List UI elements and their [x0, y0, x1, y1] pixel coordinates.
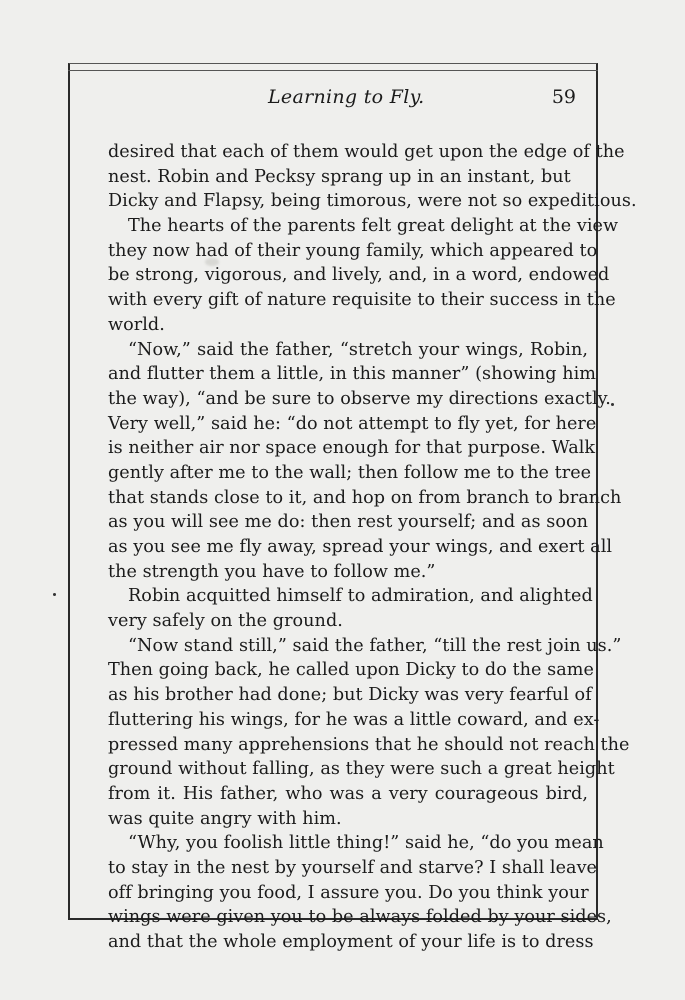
- text-line: desired that each of them would get upon the edge of the: [108, 142, 625, 162]
- text-line: and flutter them a little, in this manner” (showing him: [108, 364, 597, 385]
- text-line: The hearts of the parents felt great delight at the view: [128, 216, 619, 237]
- text-line: “Now stand still,” said the father, “till the rest join us.”: [128, 635, 622, 656]
- text-line: was quite angry with him.: [108, 808, 342, 829]
- text-line: from it. His father, who was a very courageous bird,: [108, 783, 588, 804]
- page-number: 59: [551, 86, 576, 108]
- running-title: Learning to Fly.: [268, 86, 425, 108]
- text-line: the strength you have to follow me.”: [108, 561, 436, 582]
- text-line: fluttering his wings, for he was a little coward, and ex-: [108, 709, 600, 730]
- text-line: that stands close to it, and hop on from branch to branch: [108, 487, 622, 508]
- text-line: as you see me fly away, spread your wings, and exert all: [108, 537, 613, 557]
- running-head: [68, 86, 598, 116]
- text-line: the way), “and be sure to observe my directions exactly.: [108, 388, 611, 409]
- text-line: wings were given you to be always folded by your sides,: [108, 907, 612, 928]
- paper-speck: [53, 593, 56, 596]
- text-line: Robin acquitted himself to admiration, and alighted: [128, 586, 593, 607]
- header-rule: [68, 70, 598, 71]
- body-text: [108, 140, 637, 955]
- text-line: gently after me to the wall; then follow me to the tree: [108, 462, 592, 483]
- text-line: Very well,” said he: “do not attempt to fly yet, for here: [108, 413, 597, 434]
- text-line: as you will see me do: then rest yourself; and as soon: [108, 512, 588, 533]
- text-line: “Now,” said the father, “stretch your wings, Robin,: [128, 339, 588, 360]
- text-line: to stay in the nest by yourself and starve? I shall leave: [108, 857, 598, 878]
- text-line: be strong, vigorous, and lively, and, in a word, endowed: [108, 265, 610, 286]
- text-line: nest. Robin and Pecksy sprang up in an instant, but: [108, 166, 571, 187]
- text-line: they now had of their young family, which appeared to: [108, 240, 598, 261]
- text-line: very safely on the ground.: [108, 611, 343, 632]
- text-line: as his brother had done; but Dicky was very fearful of: [108, 685, 592, 706]
- text-line: with every gift of nature requisite to their success in the: [108, 290, 616, 311]
- text-line: off bringing you food, I assure you. Do you think your: [108, 882, 589, 903]
- text-line: Dicky and Flapsy, being timorous, were not so expeditious.: [108, 191, 637, 212]
- text-line: world.: [108, 314, 165, 335]
- paper-speck: [611, 403, 614, 406]
- text-line: pressed many apprehensions that he should not reach the: [108, 734, 630, 755]
- text-line: is neither air nor space enough for that purpose. Walk: [108, 438, 596, 459]
- text-line: and that the whole employment of your life is to dress: [108, 932, 594, 952]
- text-line: ground without falling, as they were such a great height: [108, 759, 615, 780]
- text-line: Then going back, he called upon Dicky to do the same: [108, 660, 594, 681]
- text-line: “Why, you foolish little thing!” said he, “do you mean: [128, 833, 604, 854]
